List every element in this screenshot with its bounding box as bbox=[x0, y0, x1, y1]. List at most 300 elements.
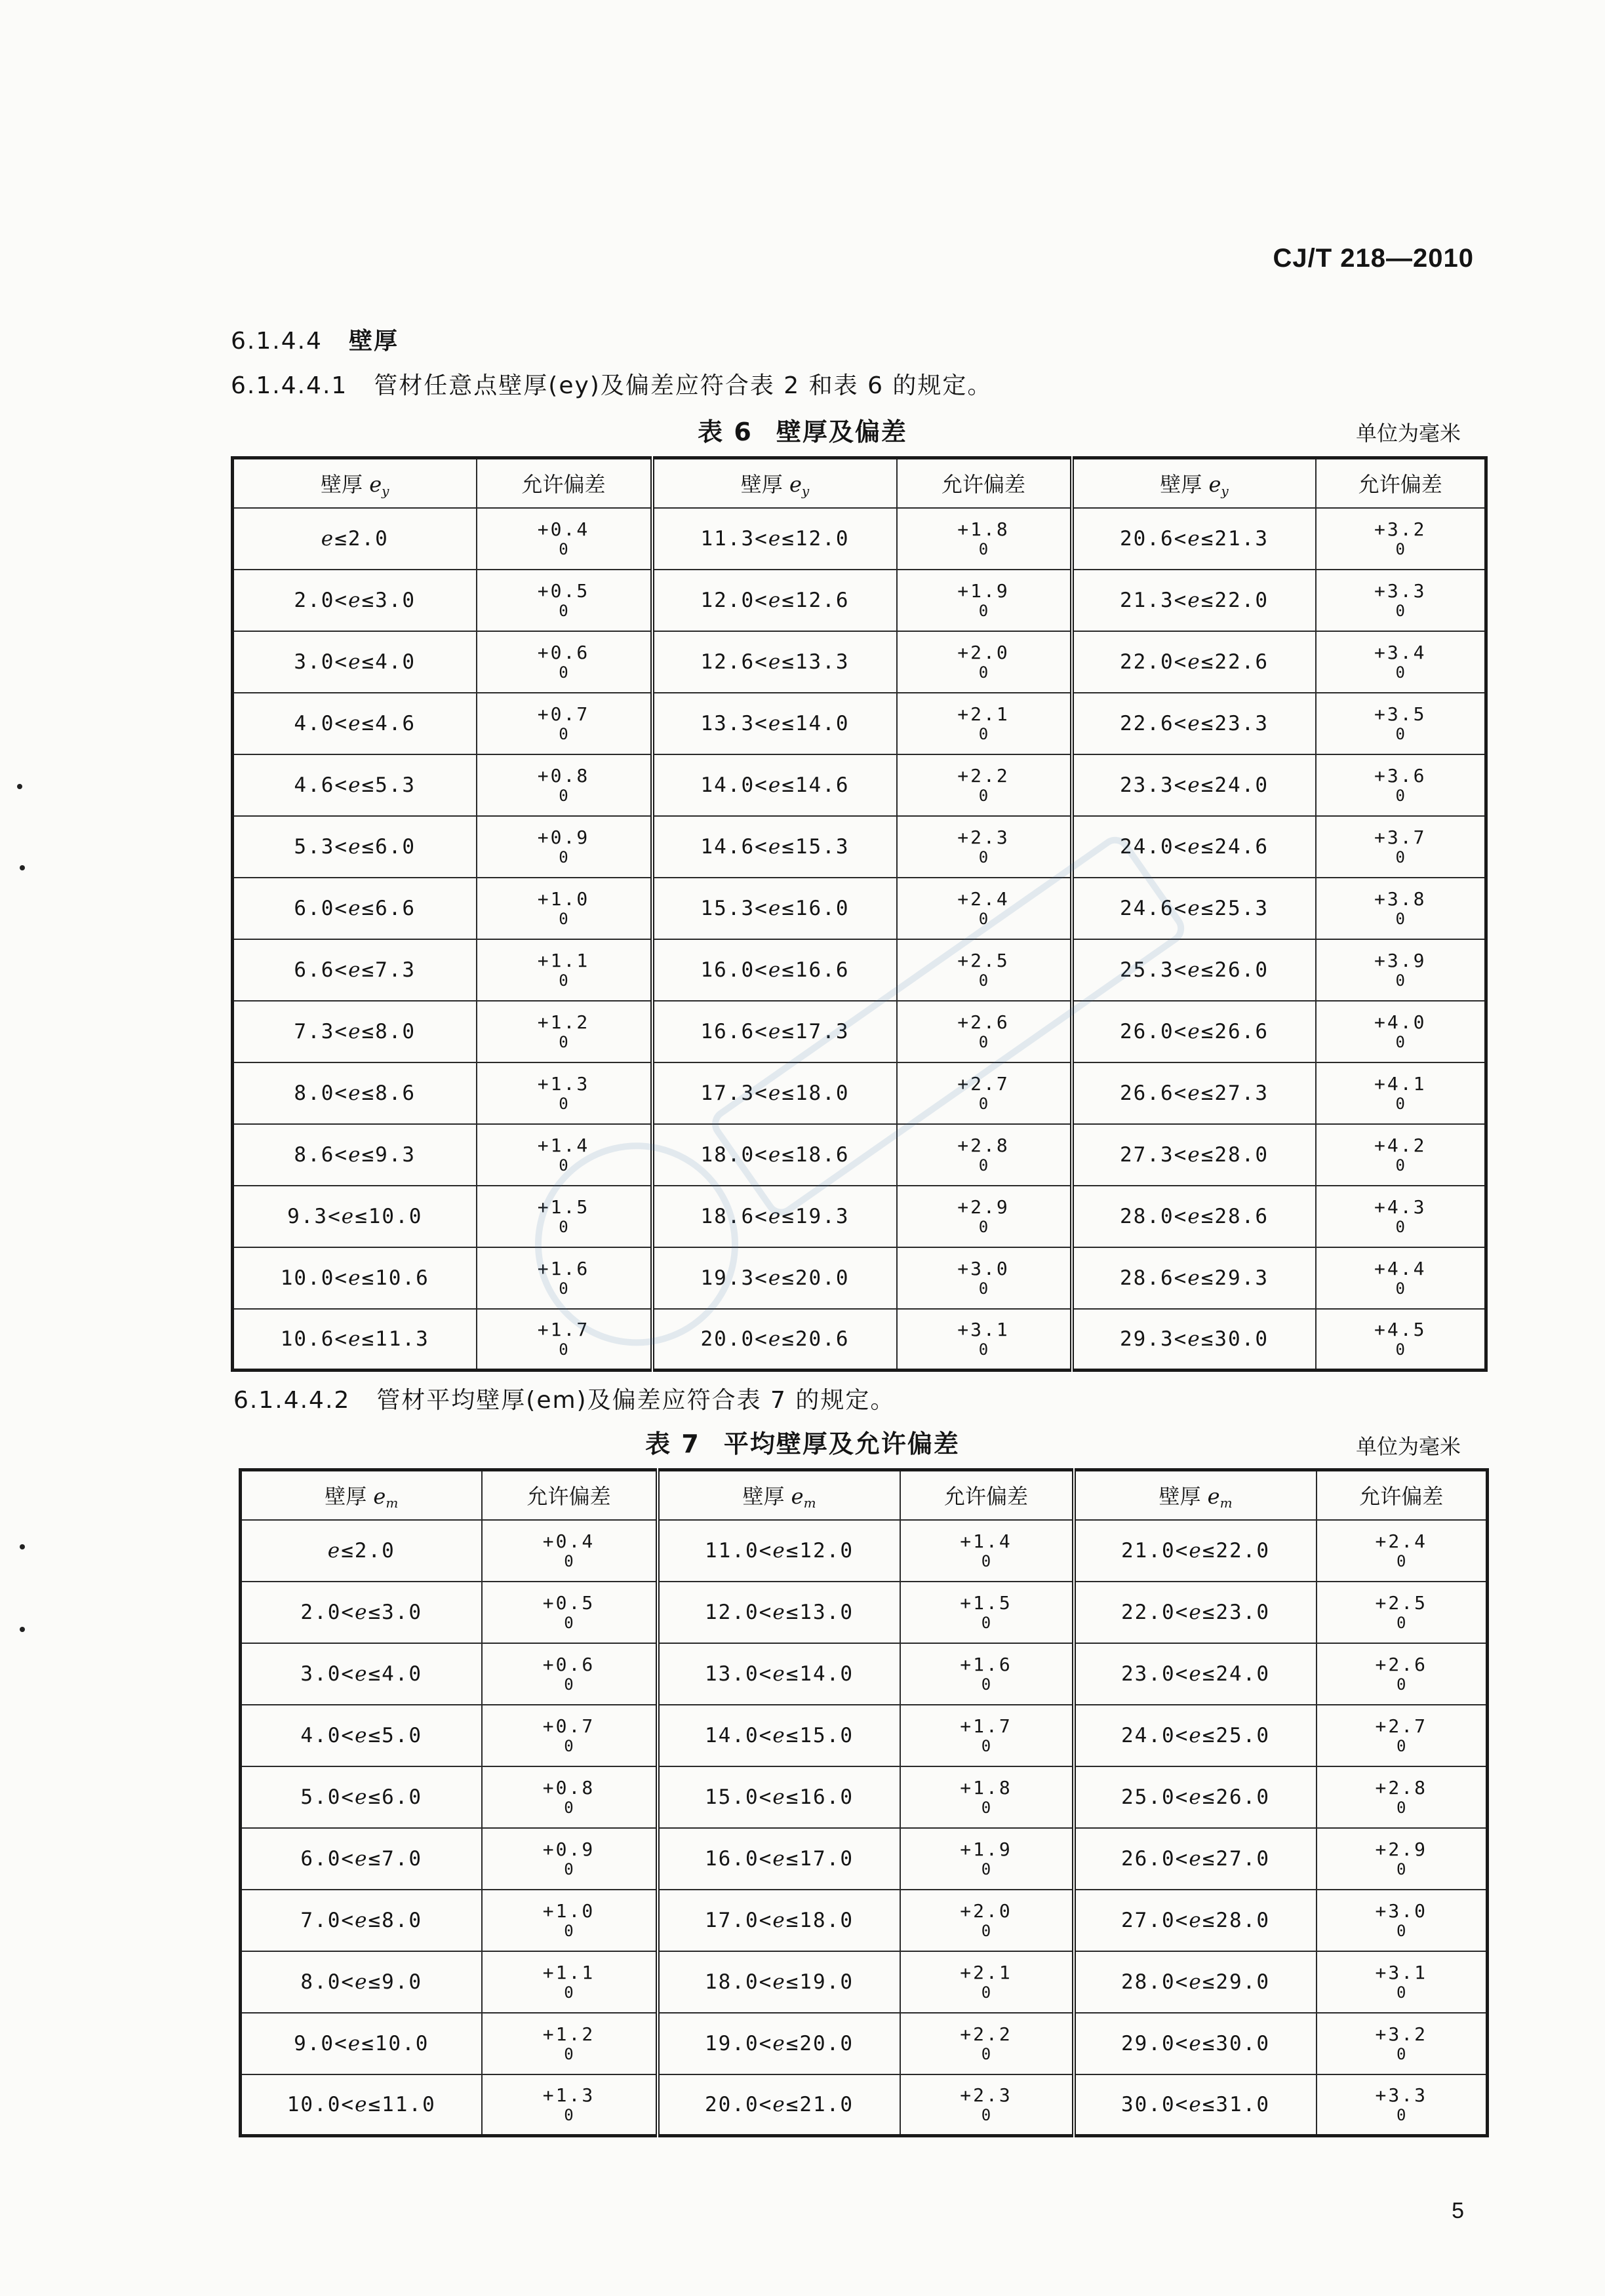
tolerance-lower: 0 bbox=[1395, 786, 1405, 805]
table-6-unit: 单位为毫米 bbox=[1355, 421, 1461, 446]
tolerance-lower: 0 bbox=[978, 539, 989, 558]
thickness-range-cell: 5.3<e≤6.0 bbox=[233, 816, 477, 878]
table-6-body bbox=[233, 508, 1486, 1371]
tolerance-upper: +2.1 bbox=[957, 703, 1010, 725]
tolerance-upper: +1.7 bbox=[960, 1715, 1012, 1737]
table-6-title: 壁厚及偏差 bbox=[776, 418, 907, 446]
tolerance-cell bbox=[897, 508, 1072, 570]
tolerance-cell bbox=[482, 1643, 658, 1705]
thickness-range-cell: 13.0<e≤14.0 bbox=[658, 1643, 900, 1705]
thickness-range-cell: 9.3<e≤10.0 bbox=[233, 1186, 477, 1247]
tolerance-upper: +2.4 bbox=[957, 887, 1010, 910]
clause-2 bbox=[233, 1382, 895, 1415]
tolerance-upper: +2.2 bbox=[957, 764, 1010, 787]
tolerance-upper: +1.7 bbox=[537, 1318, 590, 1340]
tolerance-cell bbox=[897, 878, 1072, 939]
table-row bbox=[233, 1062, 1486, 1124]
tolerance-upper: +1.4 bbox=[537, 1134, 590, 1156]
tolerance-upper: +1.5 bbox=[537, 1196, 590, 1218]
tolerance-cell bbox=[1317, 1705, 1488, 1766]
tolerance-cell bbox=[900, 1766, 1074, 1828]
tolerance-upper: +0.6 bbox=[542, 1653, 595, 1675]
tolerance-cell bbox=[482, 1951, 658, 2013]
tolerance-cell bbox=[1316, 878, 1486, 939]
tolerance-lower: 0 bbox=[564, 1921, 574, 1940]
tolerance-cell bbox=[897, 1001, 1072, 1062]
table-7-unit: 单位为毫米 bbox=[1355, 1434, 1461, 1459]
tolerance-lower: 0 bbox=[978, 1032, 989, 1051]
table-row bbox=[233, 1186, 1486, 1247]
tolerance-upper: +3.9 bbox=[1374, 949, 1427, 971]
col-header-tolerance: 允许偏差 bbox=[1316, 458, 1486, 508]
thickness-range-cell: 28.6<e≤29.3 bbox=[1072, 1247, 1316, 1309]
thickness-range-cell: 28.0<e≤29.0 bbox=[1074, 1951, 1317, 2013]
thickness-range-cell: 6.6<e≤7.3 bbox=[233, 939, 477, 1001]
tolerance-cell bbox=[1317, 2074, 1488, 2136]
thickness-range-cell: 15.3<e≤16.0 bbox=[652, 878, 897, 939]
tolerance-lower: 0 bbox=[978, 786, 989, 805]
thickness-range-cell: 6.0<e≤7.0 bbox=[241, 1828, 482, 1890]
thickness-range-cell: 25.0<e≤26.0 bbox=[1074, 1766, 1317, 1828]
tolerance-cell bbox=[897, 570, 1072, 631]
tolerance-lower: 0 bbox=[1395, 1032, 1405, 1051]
thickness-range-cell: 29.3<e≤30.0 bbox=[1072, 1309, 1316, 1371]
tolerance-cell bbox=[1317, 1951, 1488, 2013]
col-header-wall-thickness: 壁厚 $e_m$ bbox=[1074, 1470, 1317, 1520]
tolerance-lower: 0 bbox=[981, 1921, 991, 1940]
tolerance-upper: +2.9 bbox=[957, 1196, 1010, 1218]
tolerance-cell bbox=[1316, 1309, 1486, 1371]
col-header-wall-thickness: 壁厚 $e_m$ bbox=[241, 1470, 482, 1520]
thickness-range-cell: 25.3<e≤26.0 bbox=[1072, 939, 1316, 1001]
tolerance-upper: +1.6 bbox=[960, 1653, 1012, 1675]
thickness-range-cell: 14.0<e≤15.0 bbox=[658, 1705, 900, 1766]
tolerance-lower: 0 bbox=[981, 2044, 991, 2063]
thickness-range-cell: 8.0<e≤9.0 bbox=[241, 1951, 482, 2013]
tolerance-lower: 0 bbox=[1397, 1921, 1406, 1940]
table-row bbox=[241, 1705, 1488, 1766]
tolerance-lower: 0 bbox=[1397, 2105, 1406, 2124]
tolerance-upper: +3.3 bbox=[1375, 2084, 1427, 2106]
tolerance-cell bbox=[897, 1186, 1072, 1247]
table-row bbox=[233, 939, 1486, 1001]
table-row bbox=[233, 754, 1486, 816]
tolerance-upper: +0.8 bbox=[542, 1776, 595, 1799]
tolerance-cell bbox=[900, 1828, 1074, 1890]
thickness-range-cell: e≤2.0 bbox=[233, 508, 477, 570]
thickness-range-cell: 2.0<e≤3.0 bbox=[241, 1582, 482, 1643]
tolerance-lower: 0 bbox=[1397, 1613, 1406, 1632]
table-row bbox=[241, 2013, 1488, 2074]
tolerance-lower: 0 bbox=[564, 2044, 574, 2063]
thickness-range-cell: 14.6<e≤15.3 bbox=[652, 816, 897, 878]
thickness-range-cell: 8.6<e≤9.3 bbox=[233, 1124, 477, 1186]
tolerance-cell bbox=[477, 939, 652, 1001]
thickness-range-cell: 30.0<e≤31.0 bbox=[1074, 2074, 1317, 2136]
tolerance-cell bbox=[897, 816, 1072, 878]
thickness-range-cell: 22.0<e≤22.6 bbox=[1072, 631, 1316, 693]
tolerance-cell bbox=[1316, 1124, 1486, 1186]
tolerance-upper: +2.4 bbox=[1375, 1530, 1427, 1552]
thickness-range-cell: 14.0<e≤14.6 bbox=[652, 754, 897, 816]
tolerance-lower: 0 bbox=[559, 663, 568, 682]
tolerance-cell bbox=[477, 816, 652, 878]
clause-1-text: 管材任意点壁厚(ey)及偏差应符合表 2 和表 6 的规定。 bbox=[374, 372, 993, 399]
thickness-range-cell: 15.0<e≤16.0 bbox=[658, 1766, 900, 1828]
tolerance-upper: +0.5 bbox=[537, 579, 590, 602]
tolerance-cell bbox=[1317, 1643, 1488, 1705]
tolerance-cell bbox=[897, 1309, 1072, 1371]
tolerance-lower: 0 bbox=[981, 1613, 991, 1632]
tolerance-upper: +3.2 bbox=[1375, 2023, 1427, 2045]
tolerance-upper: +1.4 bbox=[960, 1530, 1012, 1552]
thickness-range-cell: 20.0<e≤20.6 bbox=[652, 1309, 897, 1371]
tolerance-upper: +0.5 bbox=[542, 1591, 595, 1614]
tolerance-cell bbox=[482, 1828, 658, 1890]
tolerance-upper: +1.8 bbox=[957, 518, 1010, 540]
tolerance-lower: 0 bbox=[978, 663, 989, 682]
thickness-range-cell: 20.0<e≤21.0 bbox=[658, 2074, 900, 2136]
tolerance-upper: +1.0 bbox=[537, 887, 590, 910]
tolerance-cell bbox=[477, 1186, 652, 1247]
tolerance-upper: +3.2 bbox=[1374, 518, 1427, 540]
thickness-range-cell: 6.0<e≤6.6 bbox=[233, 878, 477, 939]
tolerance-upper: +3.1 bbox=[957, 1318, 1010, 1340]
tolerance-lower: 0 bbox=[1397, 1736, 1406, 1755]
tolerance-upper: +4.2 bbox=[1374, 1134, 1427, 1156]
tolerance-cell bbox=[900, 2074, 1074, 2136]
tolerance-lower: 0 bbox=[978, 724, 989, 743]
tolerance-lower: 0 bbox=[1395, 663, 1405, 682]
tolerance-lower: 0 bbox=[1395, 1340, 1405, 1359]
tolerance-upper: +2.5 bbox=[1375, 1591, 1427, 1614]
thickness-range-cell: 7.3<e≤8.0 bbox=[233, 1001, 477, 1062]
tolerance-cell bbox=[482, 1705, 658, 1766]
tolerance-upper: +2.8 bbox=[957, 1134, 1010, 1156]
tolerance-upper: +3.0 bbox=[957, 1257, 1010, 1279]
thickness-range-cell: 2.0<e≤3.0 bbox=[233, 570, 477, 631]
tolerance-lower: 0 bbox=[981, 1736, 991, 1755]
tolerance-cell bbox=[900, 2013, 1074, 2074]
thickness-range-cell: 26.0<e≤26.6 bbox=[1072, 1001, 1316, 1062]
tolerance-lower: 0 bbox=[559, 539, 568, 558]
thickness-range-cell: 29.0<e≤30.0 bbox=[1074, 2013, 1317, 2074]
tolerance-lower: 0 bbox=[981, 1983, 991, 2002]
tolerance-upper: +1.0 bbox=[542, 1899, 595, 1922]
tolerance-upper: +2.3 bbox=[960, 2084, 1012, 2106]
table-6-label: 表 6 bbox=[698, 418, 753, 446]
tolerance-lower: 0 bbox=[559, 724, 568, 743]
tolerance-upper: +0.7 bbox=[542, 1715, 595, 1737]
tolerance-upper: +3.6 bbox=[1374, 764, 1427, 787]
tolerance-cell bbox=[1317, 1582, 1488, 1643]
tolerance-cell bbox=[482, 2013, 658, 2074]
tolerance-lower: 0 bbox=[1395, 1217, 1405, 1236]
tolerance-lower: 0 bbox=[559, 1032, 568, 1051]
tolerance-cell bbox=[897, 1247, 1072, 1309]
thickness-range-cell: 22.0<e≤23.0 bbox=[1074, 1582, 1317, 1643]
tolerance-lower: 0 bbox=[1395, 971, 1405, 990]
thickness-range-cell: 27.3<e≤28.0 bbox=[1072, 1124, 1316, 1186]
tolerance-upper: +1.1 bbox=[537, 949, 590, 971]
tolerance-lower: 0 bbox=[978, 1279, 989, 1298]
tolerance-lower: 0 bbox=[1395, 724, 1405, 743]
clause-1-number: 6.1.4.4.1 bbox=[231, 372, 348, 399]
tolerance-cell bbox=[477, 508, 652, 570]
tolerance-upper: +3.4 bbox=[1374, 641, 1427, 663]
thickness-range-cell: 18.0<e≤18.6 bbox=[652, 1124, 897, 1186]
tolerance-upper: +2.1 bbox=[960, 1961, 1012, 1983]
thickness-range-cell: 3.0<e≤4.0 bbox=[233, 631, 477, 693]
thickness-range-cell: 4.0<e≤5.0 bbox=[241, 1705, 482, 1766]
tolerance-lower: 0 bbox=[1397, 1551, 1406, 1570]
tolerance-lower: 0 bbox=[559, 786, 568, 805]
section-title: 壁厚 bbox=[348, 328, 399, 355]
table-6 bbox=[231, 456, 1488, 1372]
thickness-range-cell: 7.0<e≤8.0 bbox=[241, 1890, 482, 1951]
tolerance-cell bbox=[477, 1124, 652, 1186]
tolerance-upper: +0.6 bbox=[537, 641, 590, 663]
tolerance-upper: +0.7 bbox=[537, 703, 590, 725]
tolerance-upper: +1.2 bbox=[542, 2023, 595, 2045]
table-row bbox=[233, 508, 1486, 570]
section-number: 6.1.4.4 bbox=[231, 328, 323, 355]
thickness-range-cell: 11.3<e≤12.0 bbox=[652, 508, 897, 570]
tolerance-lower: 0 bbox=[1395, 1094, 1405, 1113]
col-header-wall-thickness: 壁厚 $e_m$ bbox=[658, 1470, 900, 1520]
tolerance-lower: 0 bbox=[1397, 1798, 1406, 1817]
tolerance-upper: +1.9 bbox=[960, 1838, 1012, 1860]
table-row bbox=[241, 1582, 1488, 1643]
tolerance-cell bbox=[1316, 754, 1486, 816]
tolerance-upper: +0.8 bbox=[537, 764, 590, 787]
tolerance-upper: +4.4 bbox=[1374, 1257, 1427, 1279]
table-row bbox=[233, 570, 1486, 631]
tolerance-cell bbox=[482, 1520, 658, 1582]
tolerance-upper: +1.5 bbox=[960, 1591, 1012, 1614]
tolerance-upper: +4.3 bbox=[1374, 1196, 1427, 1218]
thickness-range-cell: 24.0<e≤25.0 bbox=[1074, 1705, 1317, 1766]
tolerance-cell bbox=[1316, 570, 1486, 631]
thickness-range-cell: 16.6<e≤17.3 bbox=[652, 1001, 897, 1062]
thickness-range-cell: 17.0<e≤18.0 bbox=[658, 1890, 900, 1951]
tolerance-lower: 0 bbox=[978, 1156, 989, 1175]
tolerance-lower: 0 bbox=[559, 909, 568, 928]
tolerance-lower: 0 bbox=[1395, 539, 1405, 558]
tolerance-upper: +2.6 bbox=[957, 1011, 1010, 1033]
tolerance-cell bbox=[897, 754, 1072, 816]
tolerance-cell bbox=[482, 1582, 658, 1643]
tolerance-lower: 0 bbox=[559, 847, 568, 866]
thickness-range-cell: 16.0<e≤17.0 bbox=[658, 1828, 900, 1890]
tolerance-cell bbox=[1316, 508, 1486, 570]
tolerance-upper: +1.6 bbox=[537, 1257, 590, 1279]
clause-2-number: 6.1.4.4.2 bbox=[233, 1387, 351, 1414]
thickness-range-cell: 24.0<e≤24.6 bbox=[1072, 816, 1316, 878]
tolerance-cell bbox=[897, 693, 1072, 754]
scan-speck bbox=[17, 784, 22, 789]
tolerance-cell bbox=[1317, 1520, 1488, 1582]
table-row bbox=[233, 1124, 1486, 1186]
thickness-range-cell: 10.0<e≤11.0 bbox=[241, 2074, 482, 2136]
thickness-range-cell: 12.0<e≤12.6 bbox=[652, 570, 897, 631]
tolerance-upper: +2.9 bbox=[1375, 1838, 1427, 1860]
tolerance-lower: 0 bbox=[981, 1551, 991, 1570]
table-row bbox=[241, 1828, 1488, 1890]
tolerance-lower: 0 bbox=[559, 601, 568, 620]
thickness-range-cell: 20.6<e≤21.3 bbox=[1072, 508, 1316, 570]
tolerance-lower: 0 bbox=[1397, 1675, 1406, 1694]
tolerance-lower: 0 bbox=[559, 1340, 568, 1359]
col-header-tolerance: 允许偏差 bbox=[1317, 1470, 1488, 1520]
col-header-wall-thickness: 壁厚 $e_y$ bbox=[233, 458, 477, 508]
page-number: 5 bbox=[1452, 2198, 1464, 2223]
tolerance-lower: 0 bbox=[559, 1279, 568, 1298]
tolerance-lower: 0 bbox=[564, 1983, 574, 2002]
table-row bbox=[233, 816, 1486, 878]
tolerance-lower: 0 bbox=[564, 1736, 574, 1755]
tolerance-lower: 0 bbox=[1395, 1156, 1405, 1175]
thickness-range-cell: 12.6<e≤13.3 bbox=[652, 631, 897, 693]
table-6-header-row bbox=[233, 458, 1486, 508]
tolerance-lower: 0 bbox=[978, 1094, 989, 1113]
tolerance-upper: +3.8 bbox=[1374, 887, 1427, 910]
tolerance-upper: +1.3 bbox=[542, 2084, 595, 2106]
tolerance-cell bbox=[482, 2074, 658, 2136]
table-row bbox=[233, 631, 1486, 693]
tolerance-upper: +1.9 bbox=[957, 579, 1010, 602]
tolerance-cell bbox=[897, 1062, 1072, 1124]
tolerance-cell bbox=[1316, 1062, 1486, 1124]
tolerance-cell bbox=[900, 1520, 1074, 1582]
table-7-body bbox=[241, 1520, 1488, 2136]
thickness-range-cell: e≤2.0 bbox=[241, 1520, 482, 1582]
thickness-range-cell: 12.0<e≤13.0 bbox=[658, 1582, 900, 1643]
standard-code: CJ/T 218—2010 bbox=[1273, 244, 1474, 273]
tolerance-lower: 0 bbox=[981, 1859, 991, 1878]
tolerance-upper: +1.2 bbox=[537, 1011, 590, 1033]
table-row bbox=[233, 1247, 1486, 1309]
tolerance-cell bbox=[482, 1890, 658, 1951]
tolerance-upper: +1.3 bbox=[537, 1072, 590, 1095]
table-7 bbox=[239, 1468, 1489, 2137]
tolerance-cell bbox=[897, 939, 1072, 1001]
tolerance-lower: 0 bbox=[981, 2105, 991, 2124]
thickness-range-cell: 4.0<e≤4.6 bbox=[233, 693, 477, 754]
tolerance-upper: +3.5 bbox=[1374, 703, 1427, 725]
tolerance-cell bbox=[1316, 631, 1486, 693]
table-row bbox=[233, 693, 1486, 754]
tolerance-upper: +2.3 bbox=[957, 826, 1010, 848]
col-header-wall-thickness: 壁厚 $e_y$ bbox=[1072, 458, 1316, 508]
tolerance-lower: 0 bbox=[1395, 601, 1405, 620]
tolerance-lower: 0 bbox=[559, 1094, 568, 1113]
thickness-range-cell: 10.6<e≤11.3 bbox=[233, 1309, 477, 1371]
scan-speck bbox=[20, 865, 25, 870]
tolerance-upper: +2.5 bbox=[957, 949, 1010, 971]
table-row bbox=[241, 1890, 1488, 1951]
thickness-range-cell: 9.0<e≤10.0 bbox=[241, 2013, 482, 2074]
tolerance-upper: +2.8 bbox=[1375, 1776, 1427, 1799]
tolerance-upper: +4.1 bbox=[1374, 1072, 1427, 1095]
tolerance-lower: 0 bbox=[981, 1798, 991, 1817]
tolerance-lower: 0 bbox=[978, 601, 989, 620]
tolerance-cell bbox=[477, 1309, 652, 1371]
table-row bbox=[241, 1643, 1488, 1705]
tolerance-lower: 0 bbox=[978, 909, 989, 928]
tolerance-cell bbox=[1316, 939, 1486, 1001]
tolerance-cell bbox=[1316, 816, 1486, 878]
tolerance-cell bbox=[900, 1890, 1074, 1951]
tolerance-upper: +1.1 bbox=[542, 1961, 595, 1983]
tolerance-lower: 0 bbox=[978, 847, 989, 866]
tolerance-lower: 0 bbox=[559, 1217, 568, 1236]
col-header-tolerance: 允许偏差 bbox=[482, 1470, 658, 1520]
tolerance-upper: +0.9 bbox=[537, 826, 590, 848]
thickness-range-cell: 22.6<e≤23.3 bbox=[1072, 693, 1316, 754]
table-row bbox=[233, 1001, 1486, 1062]
table-row bbox=[241, 1520, 1488, 1582]
tolerance-cell bbox=[1317, 2013, 1488, 2074]
tolerance-cell bbox=[1316, 1186, 1486, 1247]
thickness-range-cell: 3.0<e≤4.0 bbox=[241, 1643, 482, 1705]
thickness-range-cell: 17.3<e≤18.0 bbox=[652, 1062, 897, 1124]
thickness-range-cell: 24.6<e≤25.3 bbox=[1072, 878, 1316, 939]
tolerance-lower: 0 bbox=[981, 1675, 991, 1694]
tolerance-lower: 0 bbox=[1397, 1859, 1406, 1878]
tolerance-upper: +1.8 bbox=[960, 1776, 1012, 1799]
tolerance-cell bbox=[477, 1001, 652, 1062]
thickness-range-cell: 18.6<e≤19.3 bbox=[652, 1186, 897, 1247]
thickness-range-cell: 21.0<e≤22.0 bbox=[1074, 1520, 1317, 1582]
table-row bbox=[241, 2074, 1488, 2136]
tolerance-cell bbox=[477, 1247, 652, 1309]
thickness-range-cell: 27.0<e≤28.0 bbox=[1074, 1890, 1317, 1951]
clause-1 bbox=[231, 367, 992, 400]
tolerance-lower: 0 bbox=[1397, 2044, 1406, 2063]
tolerance-lower: 0 bbox=[564, 1798, 574, 1817]
tolerance-lower: 0 bbox=[978, 1340, 989, 1359]
tolerance-cell bbox=[897, 1124, 1072, 1186]
thickness-range-cell: 11.0<e≤12.0 bbox=[658, 1520, 900, 1582]
tolerance-lower: 0 bbox=[1395, 1279, 1405, 1298]
thickness-range-cell: 5.0<e≤6.0 bbox=[241, 1766, 482, 1828]
tolerance-lower: 0 bbox=[564, 2105, 574, 2124]
tolerance-lower: 0 bbox=[978, 971, 989, 990]
scan-speck bbox=[20, 1544, 25, 1549]
tolerance-lower: 0 bbox=[564, 1675, 574, 1694]
tolerance-cell bbox=[900, 1705, 1074, 1766]
tolerance-upper: +3.0 bbox=[1375, 1899, 1427, 1922]
tolerance-lower: 0 bbox=[1397, 1983, 1406, 2002]
tolerance-upper: +3.3 bbox=[1374, 579, 1427, 602]
tolerance-upper: +2.0 bbox=[957, 641, 1010, 663]
clause-2-text: 管材平均壁厚(em)及偏差应符合表 7 的规定。 bbox=[376, 1387, 896, 1414]
tolerance-cell bbox=[897, 631, 1072, 693]
tolerance-lower: 0 bbox=[978, 1217, 989, 1236]
tolerance-cell bbox=[900, 1582, 1074, 1643]
tolerance-upper: +3.7 bbox=[1374, 826, 1427, 848]
thickness-range-cell: 26.0<e≤27.0 bbox=[1074, 1828, 1317, 1890]
thickness-range-cell: 19.3<e≤20.0 bbox=[652, 1247, 897, 1309]
col-header-tolerance: 允许偏差 bbox=[477, 458, 652, 508]
tolerance-lower: 0 bbox=[1395, 847, 1405, 866]
tolerance-cell bbox=[477, 754, 652, 816]
tolerance-lower: 0 bbox=[559, 1156, 568, 1175]
tolerance-cell bbox=[477, 631, 652, 693]
tolerance-cell bbox=[1316, 1247, 1486, 1309]
tolerance-cell bbox=[900, 1643, 1074, 1705]
